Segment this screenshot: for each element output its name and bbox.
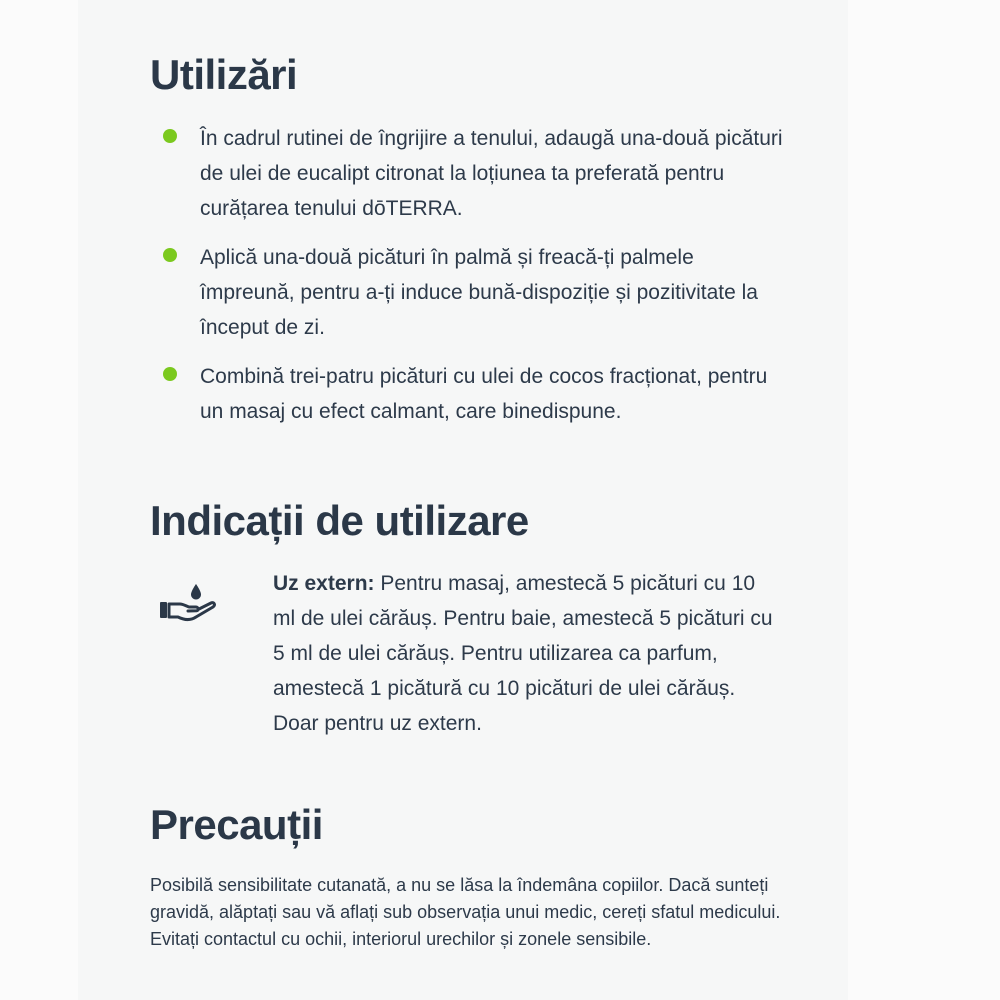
list-item	[150, 121, 790, 226]
cautions-text: Posibilă sensibilitate cutanată, a nu se lăsa la îndemâna copiilor. Dacă sunteți gravidă, alăptați sau vă aflați sub observația unui medic, cereți sfatul medicului. Evitați contactul cu ochii, interiorul urechilor și zonele sensibile.	[150, 875, 781, 949]
directions-heading: Indicații de utilizare	[150, 497, 529, 544]
use-item-text: Aplică una-două picături în palmă și freacă-ți palmele împreună, pentru a-ți induce bună-dispoziție și pozitivitate la început de zi.	[200, 246, 758, 339]
bullet-dot-icon	[163, 367, 177, 381]
directions-body: Pentru masaj, amestecă 5 picături cu 10 ml de ulei cărăuș. Pentru baie, amestecă 5 picături cu 5 ml de ulei cărăuș. Pentru utilizarea ca parfum, amestecă 1 picătură cu 10 picături de ulei cărăuș. Doar pentru uz extern.	[273, 572, 773, 735]
list-item	[150, 240, 790, 345]
directions-label: Uz extern:	[273, 572, 375, 595]
cautions-heading: Precauții	[150, 801, 323, 848]
uses-list	[150, 121, 790, 443]
bullet-dot-icon	[163, 129, 177, 143]
list-item	[150, 359, 790, 429]
uses-heading: Utilizări	[150, 51, 298, 98]
use-item-text: În cadrul rutinei de îngrijire a tenului, adaugă una-două picături de ulei de eucalipt citronat la loțiunea ta preferată pentru curățarea tenului dōTERRA.	[200, 127, 783, 220]
right-margin	[848, 0, 1000, 1000]
hand-drop-icon	[158, 580, 222, 628]
directions-block	[150, 566, 790, 746]
directions-text	[273, 566, 773, 741]
left-margin	[0, 0, 78, 1000]
bullet-dot-icon	[163, 248, 177, 262]
use-item-text: Combină trei-patru picături cu ulei de cocos fracționat, pentru un masaj cu efect calmant, care binedispune.	[200, 365, 768, 423]
